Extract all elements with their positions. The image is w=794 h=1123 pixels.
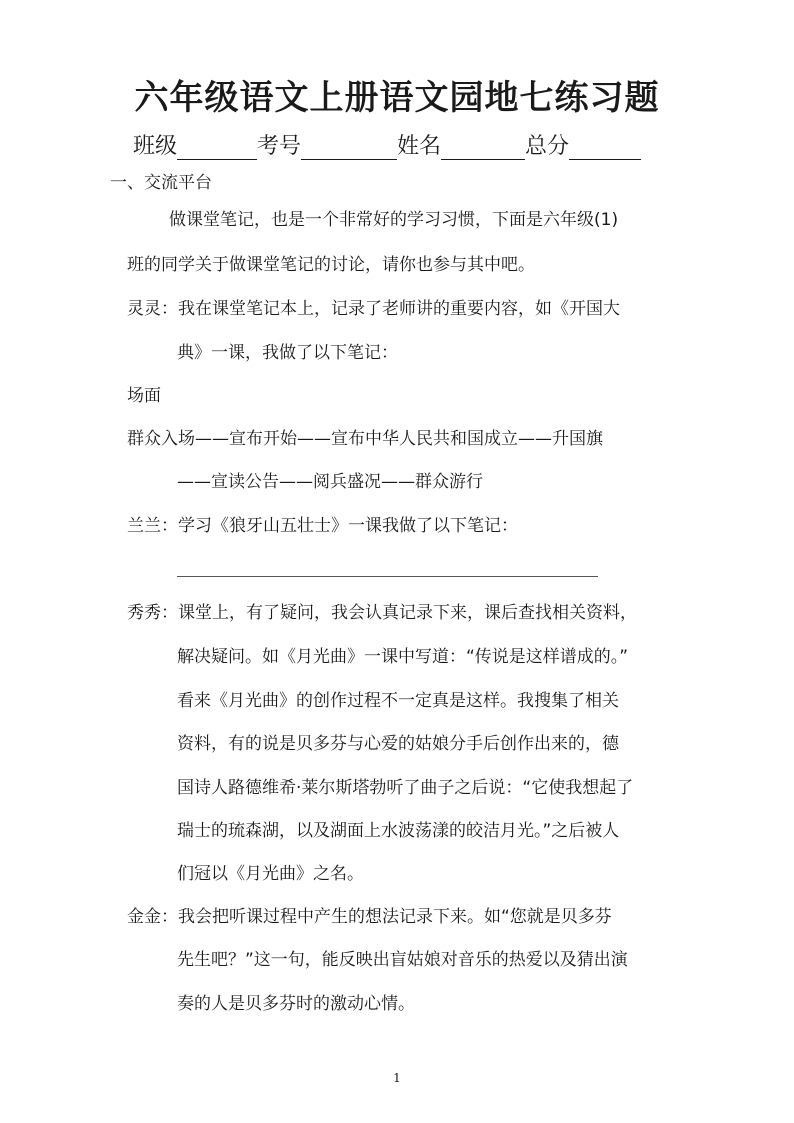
xiuxiu-line-3: 看来《月光曲》的创作过程不一定真是这样。我搜集了相关 [177,691,619,711]
name-label: 姓名 [397,134,442,159]
note-title: 场面 [127,386,161,406]
student-info-row [133,128,641,160]
note-line-2: ——宣读公告——阅兵盛况——群众游行 [177,472,483,492]
document-title: 六年级语文上册语文园地七练习题 [134,78,660,118]
xiuxiu-line-5: 国诗人路德维希·莱尔斯塔勃听了曲子之后说：“它使我想起了 [177,778,634,798]
section-heading: 一、交流平台 [110,173,212,193]
xiuxiu-line-2: 解决疑问。如《月光曲》一课中写道：“传说是这样谱成的。” [177,647,629,667]
jinjin-line-1: 金金：我会把听课过程中产生的想法记录下来。如“您就是贝多芬 [127,907,612,927]
jinjin-line-3: 奏的人是贝多芬时的激动心情。 [177,994,415,1014]
class-blank[interactable] [177,135,257,160]
lanlan-line: 兰兰：学习《狼牙山五壮士》一课我做了以下笔记： [127,516,518,536]
exam-no-label: 考号 [257,134,302,159]
jinjin-line-2: 先生吧？”这一句，能反映出盲姑娘对音乐的热爱以及猜出演 [177,950,628,970]
name-blank[interactable] [441,135,525,160]
note-line-1: 群众入场——宣布开始——宣布中华人民共和国成立——升国旗 [127,429,603,449]
page-number: 1 [393,1071,401,1085]
xiuxiu-line-6: 瑞士的琉森湖，以及湖面上水波荡漾的皎洁月光。”之后被人 [177,821,620,841]
total-blank[interactable] [569,135,641,160]
answer-line[interactable] [177,576,598,577]
intro-line-2: 班的同学关于做课堂笔记的讨论，请你也参与其中吧。 [127,255,535,275]
xiuxiu-line-7: 们冠以《月光曲》之名。 [177,864,364,884]
exam-no-blank[interactable] [301,135,397,160]
lingling-line-2: 典》一课，我做了以下笔记： [177,343,398,363]
intro-line-1: 做课堂笔记，也是一个非常好的学习习惯，下面是六年级(1) [169,210,619,230]
lingling-line-1: 灵灵：我在课堂笔记本上，记录了老师讲的重要内容，如《开国大 [127,299,620,319]
total-label: 总分 [525,134,570,159]
class-label: 班级 [133,134,178,159]
xiuxiu-line-4: 资料，有的说是贝多芬与心爱的姑娘分手后创作出来的，德 [177,734,619,754]
xiuxiu-line-1: 秀秀：课堂上，有了疑问，我会认真记录下来，课后查找相关资料， [127,603,637,623]
